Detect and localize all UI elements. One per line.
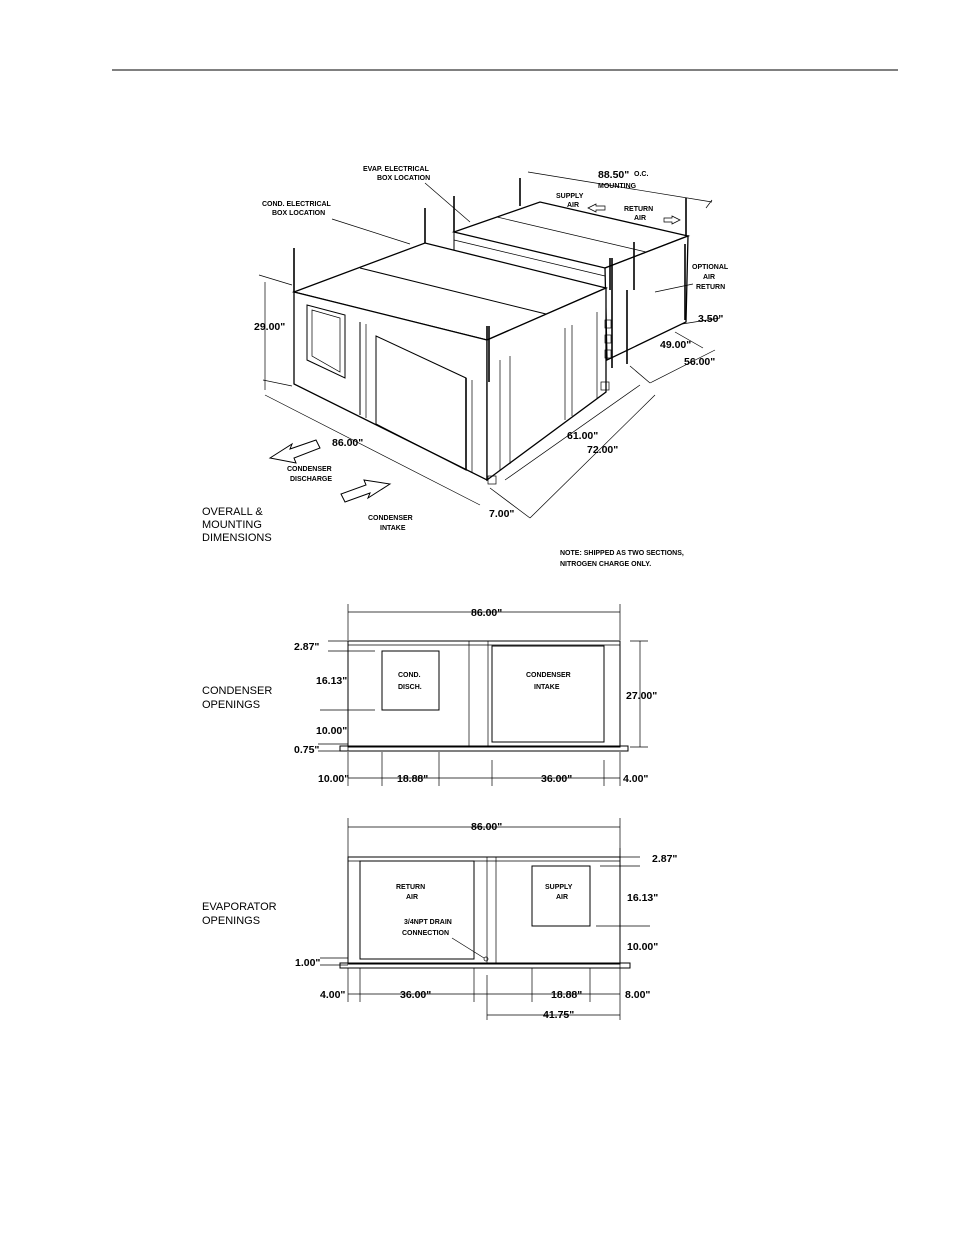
- dim-3-50: 3.50": [698, 313, 724, 325]
- dim-61: 61.00": [567, 430, 599, 442]
- cond-disch-label-1: COND.: [398, 672, 421, 679]
- supply-air-label-1: SUPPLY: [556, 193, 584, 200]
- cond-dim-287: 2.87": [294, 641, 320, 653]
- cond-intake-box-label-2: INTAKE: [534, 684, 560, 691]
- evap-bottom-1888: 18.88": [551, 989, 583, 1001]
- dim-56: 56.00": [684, 356, 716, 368]
- evap-box-label-2: BOX LOCATION: [377, 175, 431, 182]
- evap-bottom-4175: 41.75": [543, 1009, 575, 1021]
- cond-bottom-36: 36.00": [541, 773, 573, 785]
- mounting-dim: 88.50": [598, 169, 630, 181]
- note-line-2: NITROGEN CHARGE ONLY.: [560, 561, 652, 568]
- supply-air-box-label-1: SUPPLY: [545, 884, 573, 891]
- evap-title-1: EVAPORATOR: [202, 901, 277, 913]
- cond-disch-label-2: DISCH.: [398, 684, 422, 691]
- section-title-3: DIMENSIONS: [202, 532, 272, 544]
- section-title-2: MOUNTING: [202, 519, 262, 531]
- evap-box-label-1: EVAP. ELECTRICAL: [363, 166, 429, 173]
- return-air-label-2: AIR: [634, 215, 647, 222]
- evap-dim-1613: 16.13": [627, 892, 659, 904]
- cond-disch-opening: [382, 651, 439, 710]
- cond-top-dim: 86.00": [471, 607, 503, 619]
- mounting-word: MOUNTING: [598, 183, 637, 190]
- note-line-1: NOTE: SHIPPED AS TWO SECTIONS,: [560, 550, 684, 557]
- optional-return-label-2: AIR: [703, 274, 716, 281]
- evaporator-openings-view: [320, 818, 650, 1020]
- section-title-1: OVERALL &: [202, 506, 263, 518]
- return-air-box-label-1: RETURN: [396, 884, 426, 891]
- mounting-oc: O.C.: [634, 171, 649, 178]
- evap-title-2: OPENINGS: [202, 915, 261, 927]
- cond-panel: [348, 641, 620, 747]
- optional-return-label-1: OPTIONAL: [692, 264, 729, 271]
- cond-bottom-4: 4.00": [623, 773, 649, 785]
- return-air-box-label-2: AIR: [406, 894, 419, 901]
- cond-dim-10v: 10.00": [316, 725, 348, 737]
- supply-air-label-2: AIR: [567, 202, 580, 209]
- cond-title-1: CONDENSER: [202, 685, 273, 697]
- cond-box-label-1: COND. ELECTRICAL: [262, 201, 331, 208]
- drain-label-1: 3/4NPT DRAIN: [404, 919, 452, 926]
- cond-dim-27: 27.00": [626, 690, 658, 702]
- supply-air-box-label-2: AIR: [556, 894, 569, 901]
- cond-discharge-label-2: DISCHARGE: [290, 476, 333, 483]
- evap-bottom-8: 8.00": [625, 989, 651, 1001]
- cond-box-label-2: BOX LOCATION: [272, 210, 326, 217]
- dim-7: 7.00": [489, 508, 515, 520]
- height-dim: 29.00": [254, 321, 286, 333]
- cond-dim-075: 0.75": [294, 744, 320, 756]
- cond-intake-label-1: CONDENSER: [368, 515, 413, 522]
- evap-bottom-36: 36.00": [400, 989, 432, 1001]
- length-dim: 86.00": [332, 437, 364, 449]
- return-air-label-1: RETURN: [624, 206, 654, 213]
- cond-bottom-1888: 18.88": [397, 773, 429, 785]
- optional-return-label-3: RETURN: [696, 284, 726, 291]
- cond-bottom-10: 10.00": [318, 773, 350, 785]
- evap-dim-100: 1.00": [295, 957, 321, 969]
- drain-label-2: CONNECTION: [402, 930, 450, 937]
- dim-72: 72.00": [587, 444, 619, 456]
- cond-title-2: OPENINGS: [202, 699, 261, 711]
- cond-intake-label-2: INTAKE: [380, 525, 406, 532]
- evap-dim-10v: 10.00": [627, 941, 659, 953]
- evap-bottom-4: 4.00": [320, 989, 346, 1001]
- evap-top-dim: 86.00": [471, 821, 503, 833]
- cond-intake-box-label-1: CONDENSER: [526, 672, 571, 679]
- return-air-opening: [360, 861, 474, 959]
- condenser-intake-opening: [492, 646, 604, 742]
- condenser-openings-view: [318, 604, 648, 786]
- cond-discharge-label-1: CONDENSER: [287, 466, 332, 473]
- dim-49: 49.00": [660, 339, 692, 351]
- evap-panel: [348, 857, 620, 964]
- evap-dim-287: 2.87": [652, 853, 678, 865]
- cond-dim-1613: 16.13": [316, 675, 348, 687]
